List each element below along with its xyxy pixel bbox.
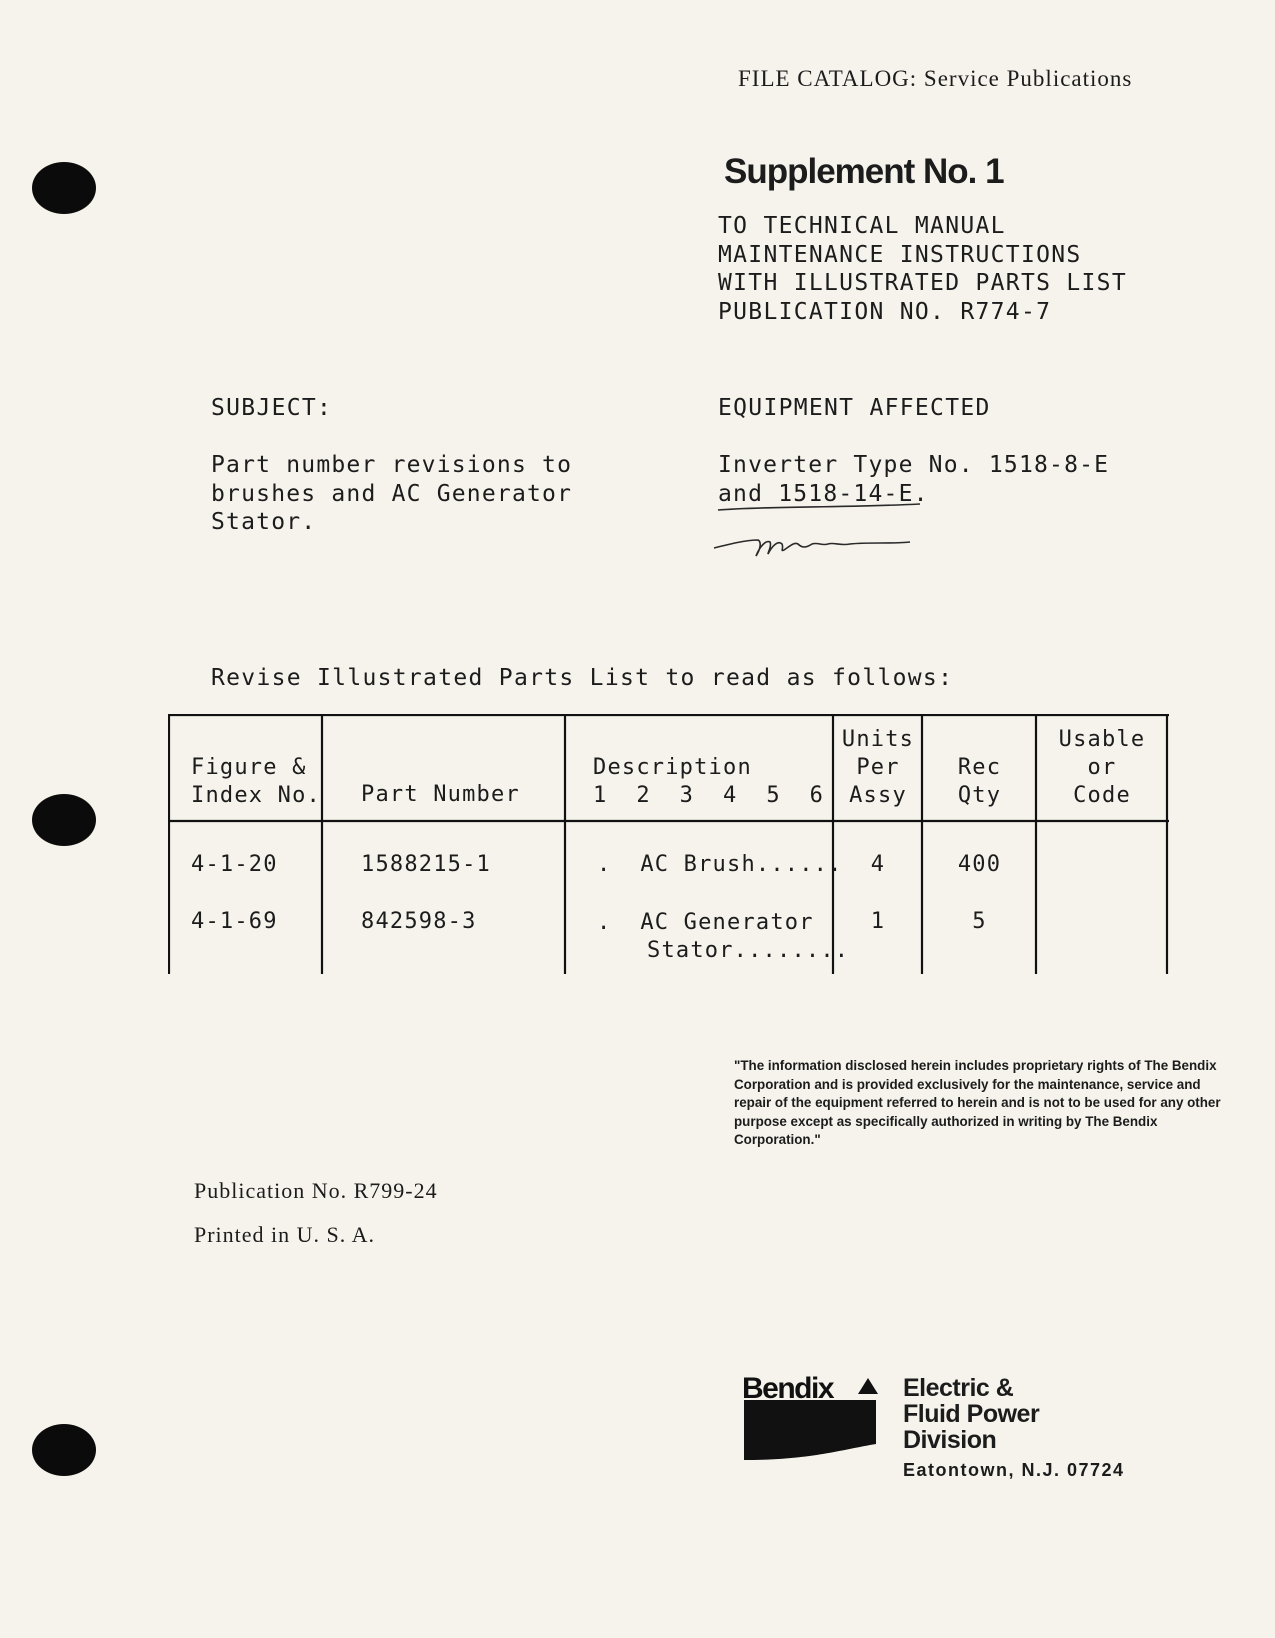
cell-part-number: 842598-3 (361, 909, 477, 934)
equipment-heading: EQUIPMENT AFFECTED (718, 395, 991, 421)
manual-line: MAINTENANCE INSTRUCTIONS (718, 241, 1082, 268)
cell-rec-qty: 5 (972, 909, 987, 934)
printed-in: Printed in U. S. A. (194, 1222, 375, 1247)
division-location: Eatontown, N.J. 07724 (903, 1460, 1125, 1480)
subject-heading: SUBJECT: (211, 395, 333, 421)
handwritten-initials (710, 500, 930, 560)
binder-hole-middle (32, 794, 96, 846)
bendix-logo-mark (740, 1374, 890, 1460)
cell-rec-qty: 400 (957, 852, 1002, 877)
cell-units: 1 (870, 909, 886, 934)
binder-hole-top (32, 162, 96, 214)
manual-line: TO TECHNICAL MANUAL (718, 213, 1006, 239)
cell-part-number: 1588215-1 (361, 852, 492, 877)
equipment-line: Inverter Type No. 1518-8-E (718, 452, 1110, 478)
manual-line: WITH ILLUSTRATED PARTS LIST (718, 270, 1127, 296)
header-units-per-assy: Units Per Assy (841, 727, 915, 808)
header-usable-code: Usable or Code (1058, 727, 1146, 808)
revise-instruction: Revise Illustrated Parts List to read as follows: (211, 665, 954, 691)
manual-line: PUBLICATION NO. R774-7 (718, 298, 1052, 325)
cell-units: 4 (870, 852, 886, 877)
publication-number: Publication No. R799-24 (194, 1178, 438, 1203)
cell-figure-index: 4-1-20 (191, 852, 278, 877)
parts-table (168, 714, 1169, 974)
binder-hole-bottom (32, 1424, 96, 1476)
header-part-number: Part Number (361, 782, 520, 807)
cell-description: . AC Brush...... (597, 852, 843, 877)
subject-line: brushes and AC Generator (211, 480, 573, 507)
cell-description: . AC Generator Stator........ (597, 910, 850, 963)
subject-line: Stator. (211, 509, 317, 535)
supplement-title: Supplement No. 1 (724, 152, 1004, 191)
bendix-logo (740, 1374, 890, 1464)
division-name: Electric & Fluid Power Division (903, 1374, 1040, 1454)
header-description: Description 1 2 3 4 5 6 (593, 755, 825, 808)
header-rec-qty: Rec Qty (957, 755, 1002, 808)
proprietary-notice: "The information disclosed herein includes proprietary rights of The Bendix Corporation and is provided exclusively for the maintenance, service and repair of the equipment referred to herein and is not to be used for any other purpose except as specifically authorized in writing by The Bendix Corporation." (734, 1058, 1221, 1147)
subject-text (211, 451, 572, 537)
header-figure-index: Figure & Index No. (191, 755, 322, 808)
file-catalog-label: FILE CATALOG: Service Publications (738, 66, 1133, 91)
manual-reference (718, 212, 1127, 326)
equipment-line: and 1518-14-E. (718, 480, 929, 507)
cell-figure-index: 4-1-69 (191, 909, 278, 934)
subject-line: Part number revisions to (211, 452, 573, 478)
bendix-logo-text: Bendix (742, 1374, 834, 1405)
